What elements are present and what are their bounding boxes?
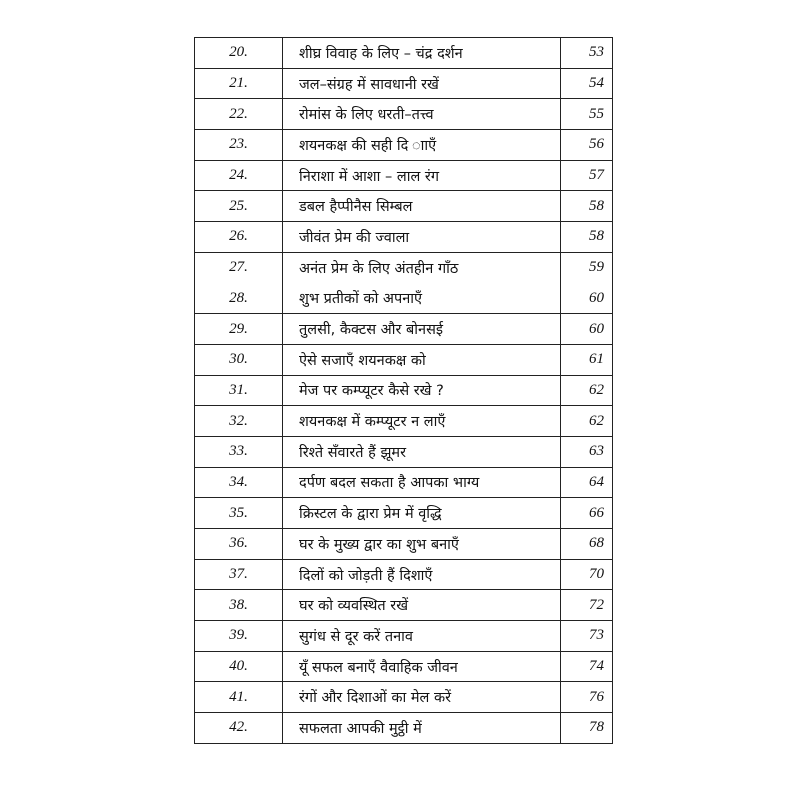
- chapter-title: रंगों और दिशाओं का मेल करें: [283, 682, 561, 713]
- page-number: 73: [561, 621, 613, 652]
- chapter-number: 20.: [195, 38, 283, 69]
- chapter-title: शीघ्र विवाह के लिए – चंद्र दर्शन: [283, 38, 561, 69]
- chapter-number: 32.: [195, 406, 283, 437]
- chapter-number: 21.: [195, 68, 283, 99]
- chapter-title: मेज पर कम्प्यूटर कैसे रखे ?: [283, 375, 561, 406]
- chapter-title: शयनकक्ष की सही दि ााएँ: [283, 130, 561, 161]
- table-row: [195, 621, 613, 652]
- chapter-number: 24.: [195, 160, 283, 191]
- page-number: 78: [561, 713, 613, 744]
- page-number: 76: [561, 682, 613, 713]
- page-number: 72: [561, 590, 613, 621]
- chapter-title: शयनकक्ष में कम्प्यूटर न लाएँ: [283, 406, 561, 437]
- page-number: 66: [561, 498, 613, 529]
- chapter-title: तुलसी, कैक्टस और बोनसई: [283, 314, 561, 345]
- table-row: [195, 191, 613, 222]
- chapter-number: 26.: [195, 222, 283, 253]
- chapter-number: 41.: [195, 682, 283, 713]
- table-row: [195, 529, 613, 560]
- chapter-number: 34.: [195, 467, 283, 498]
- chapter-number: 29.: [195, 314, 283, 345]
- page-number: 60: [561, 314, 613, 345]
- page-number: 63: [561, 436, 613, 467]
- chapter-title: दर्पण बदल सकता है आपका भाग्य: [283, 467, 561, 498]
- table-row: [195, 344, 613, 375]
- table-row: [195, 38, 613, 69]
- chapter-title: दिलों को जोड़ती हैं दिशाएँ: [283, 559, 561, 590]
- table-row: [195, 559, 613, 590]
- table-row: [195, 467, 613, 498]
- page-number: 58: [561, 222, 613, 253]
- page-number: 64: [561, 467, 613, 498]
- chapter-number: 27.: [195, 252, 283, 283]
- table-row: [195, 130, 613, 161]
- table-row: [195, 252, 613, 283]
- chapter-title: शुभ प्रतीकों को अपनाएँ: [283, 283, 561, 314]
- table-row: [195, 68, 613, 99]
- page-number: 62: [561, 406, 613, 437]
- table-row: [195, 375, 613, 406]
- chapter-title: यूँ सफल बनाएँ वैवाहिक जीवन: [283, 651, 561, 682]
- table-row: [195, 160, 613, 191]
- chapter-number: 22.: [195, 99, 283, 130]
- page-number: 54: [561, 68, 613, 99]
- table-row: [195, 713, 613, 744]
- chapter-title: सफलता आपकी मुट्ठी में: [283, 713, 561, 744]
- chapter-title: जल–संग्रह में सावधानी रखें: [283, 68, 561, 99]
- chapter-title: अनंत प्रेम के लिए अंतहीन गाँठ: [283, 252, 561, 283]
- chapter-number: 42.: [195, 713, 283, 744]
- chapter-title: घर को व्यवस्थित रखें: [283, 590, 561, 621]
- table-row: [195, 222, 613, 253]
- page-number: 60: [561, 283, 613, 314]
- page-number: 57: [561, 160, 613, 191]
- chapter-number: 38.: [195, 590, 283, 621]
- table-row: [195, 406, 613, 437]
- chapter-title: रोमांस के लिए धरती–तत्त्व: [283, 99, 561, 130]
- table-row: [195, 682, 613, 713]
- chapter-number: 23.: [195, 130, 283, 161]
- page-number: 59: [561, 252, 613, 283]
- page-number: 53: [561, 38, 613, 69]
- chapter-title: निराशा में आशा – लाल रंग: [283, 160, 561, 191]
- page-number: 70: [561, 559, 613, 590]
- chapter-number: 36.: [195, 529, 283, 560]
- chapter-number: 39.: [195, 621, 283, 652]
- chapter-title: रिश्ते सँवारते हैं झूमर: [283, 436, 561, 467]
- page-number: 56: [561, 130, 613, 161]
- table-row: [195, 590, 613, 621]
- chapter-title: सुगंध से दूर करें तनाव: [283, 621, 561, 652]
- page-number: 74: [561, 651, 613, 682]
- chapter-title: क्रिस्टल के द्वारा प्रेम में वृद्धि: [283, 498, 561, 529]
- chapter-title: घर के मुख्य द्वार का शुभ बनाएँ: [283, 529, 561, 560]
- chapter-number: 31.: [195, 375, 283, 406]
- page-number: 62: [561, 375, 613, 406]
- page-number: 61: [561, 344, 613, 375]
- chapter-number: 25.: [195, 191, 283, 222]
- table-row: [195, 314, 613, 345]
- table-row: [195, 436, 613, 467]
- chapter-title: डबल हैप्पीनैस सिम्बल: [283, 191, 561, 222]
- chapter-number: 35.: [195, 498, 283, 529]
- chapter-title: जीवंत प्रेम की ज्वाला: [283, 222, 561, 253]
- chapter-number: 30.: [195, 344, 283, 375]
- table-row: [195, 651, 613, 682]
- chapter-number: 40.: [195, 651, 283, 682]
- chapter-number: 37.: [195, 559, 283, 590]
- table-row: [195, 283, 613, 314]
- chapter-number: 28.: [195, 283, 283, 314]
- chapter-title: ऐसे सजाएँ शयनकक्ष को: [283, 344, 561, 375]
- chapter-number: 33.: [195, 436, 283, 467]
- table-row: [195, 99, 613, 130]
- table-of-contents: [194, 37, 613, 744]
- page-number: 68: [561, 529, 613, 560]
- table-row: [195, 498, 613, 529]
- page-number: 58: [561, 191, 613, 222]
- page-number: 55: [561, 99, 613, 130]
